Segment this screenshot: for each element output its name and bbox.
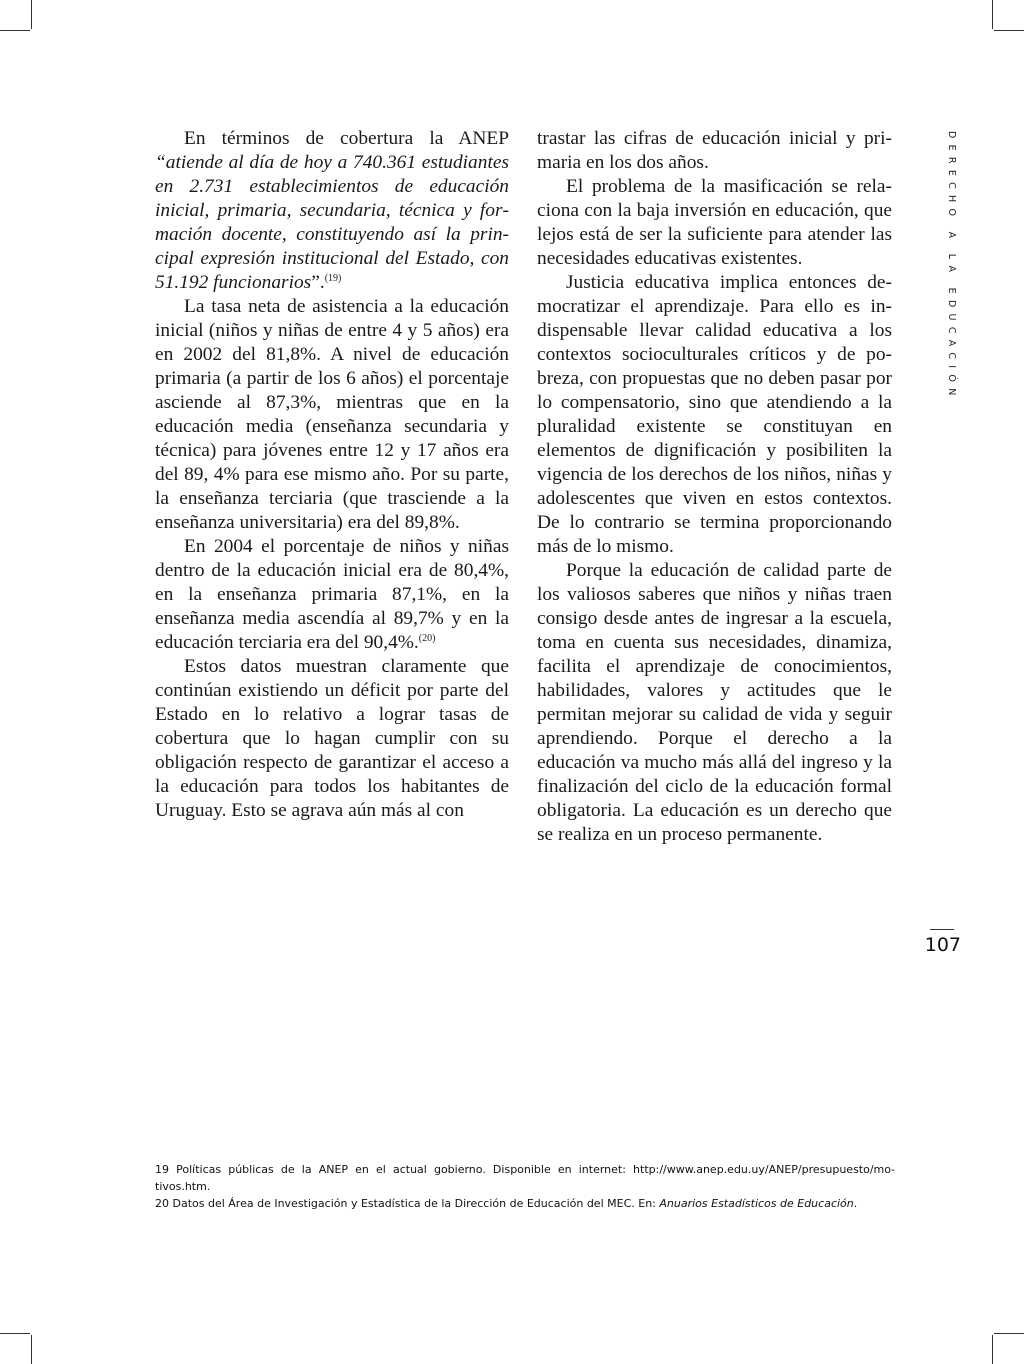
crop-mark-bottom-right-vertical [992, 1335, 993, 1364]
crop-mark-bottom-left-vertical [31, 1335, 32, 1364]
paragraph-deficit: Estos datos muestran claramente que continúan existiendo un déficit por parte del Estado en lo relativo a lograr tasas de cobertura que lo hagan cumplir con su obligación respecto de garantizar el acceso a la educación para todos los habitantes de Uruguay. Esto se agrava aún más al con [155, 656, 509, 821]
footnote-ref-19[interactable]: (19) [324, 273, 342, 284]
left-column [155, 127, 509, 823]
page-number: 107 [924, 934, 961, 956]
crop-mark-bottom-right-horizontal [994, 1333, 1024, 1334]
paragraph-attendance-2002: La tasa neta de asistencia a la educación inicial (niños y niñas de entre 4 y 5 años) era en 2002 del 81,8%. A nivel de educación primaria (a partir de los 6 años) el porcentaje asciende al 87,3%, mientras que en la educación media (enseñanza secundaria y técnica) para jóvenes entre 12 y 17 años era del 89, 4% para ese mismo año. Por su parte, la enseñanza terciaria (que trasciende a la enseñanza universitaria) era del 89,8%. [155, 296, 509, 533]
paragraph-quality-education: Porque la educación de calidad parte de los valiosos saberes que niños y niñas traen consigo desde antes de ingresar a la escuela, toma en cuenta sus necesidades, dinamiza, facilita el aprendizaje de conocimientos, habilidades, valores y actitudes que le permitan mejorar su calidad de vida y seguir aprendiendo. Porque el derecho a la educación va mucho más allá del ingreso y la finalización del ciclo de la educación formal obligatoria. La educación es un derecho que se realiza en un proceso permanente. [537, 560, 892, 845]
footnotes [155, 1161, 895, 1212]
paragraph-massification: El problema de la masificación se relaciona con la baja inversión en educación, que lejos está de ser la suficiente para atender las necesidades educativas existentes. [537, 176, 892, 269]
paragraph-coverage-lead: En términos de cobertura la ANEP [184, 128, 509, 149]
anep-quote: “atiende al día de hoy a 740.361 estudiantes en 2.731 establecimientos de educación inicial, primaria, secundaria, técnica y formación docente, constituyendo así la principal expresión institucional del Estado, con 51.192 funcionarios [155, 152, 509, 293]
footnote-20-source: Anuarios Estadísticos de Educación [659, 1197, 854, 1210]
footnote-20-text: 20 Datos del Área de Investigación y Estadística de la Dirección de Educación del MEC. En: [155, 1197, 660, 1210]
paragraph-continuation: trastar las cifras de educación inicial y primaria en los dos años. [537, 128, 892, 173]
footnote-ref-20[interactable]: (20) [418, 633, 436, 644]
crop-mark-bottom-left-horizontal [0, 1333, 30, 1334]
crop-mark-top-left-vertical [31, 0, 32, 29]
crop-mark-top-left-horizontal [0, 30, 30, 31]
crop-mark-top-right-vertical [992, 0, 993, 29]
crop-mark-top-right-horizontal [994, 30, 1024, 31]
paragraph-educational-justice: Justicia educativa implica entonces democratizar el aprendizaje. Para ello es indispensable llevar calidad educativa a los contextos socioculturales críticos y de pobreza, con propuestas que no deben pasar por lo compensatorio, sino que atendiendo a la pluralidad existente se constituyan en elementos de dignificación y posibiliten la vigencia de los derechos de los niños, niñas y adolescentes que viven en estos contextos. De lo contrario se termina proporcionando más de lo mismo. [537, 272, 892, 557]
paragraph-attendance-2004-text: En 2004 el porcentaje de niños y niñas dentro de la educación inicial era de 80,4%, en la enseñanza primaria 87,1%, en la enseñanza media ascendía al 89,7% y en la educación terciaria era del 90,4%. [155, 536, 509, 653]
footnote-20 [155, 1195, 895, 1212]
quote-close: ”. [311, 272, 325, 293]
paragraph-attendance-2004 [155, 535, 509, 655]
paragraph-coverage [155, 127, 509, 295]
running-head: DERECHO A LA EDUCACIÓN [946, 131, 957, 402]
footnote-20-end: . [853, 1197, 858, 1210]
footnote-19: 19 Políticas públicas de la ANEP en el actual gobierno. Disponible en internet: http://www.anep.edu.uy/ANEP/presupuesto/motivos.htm. [155, 1163, 895, 1193]
right-column [537, 127, 892, 847]
page-number-rule [930, 929, 954, 930]
